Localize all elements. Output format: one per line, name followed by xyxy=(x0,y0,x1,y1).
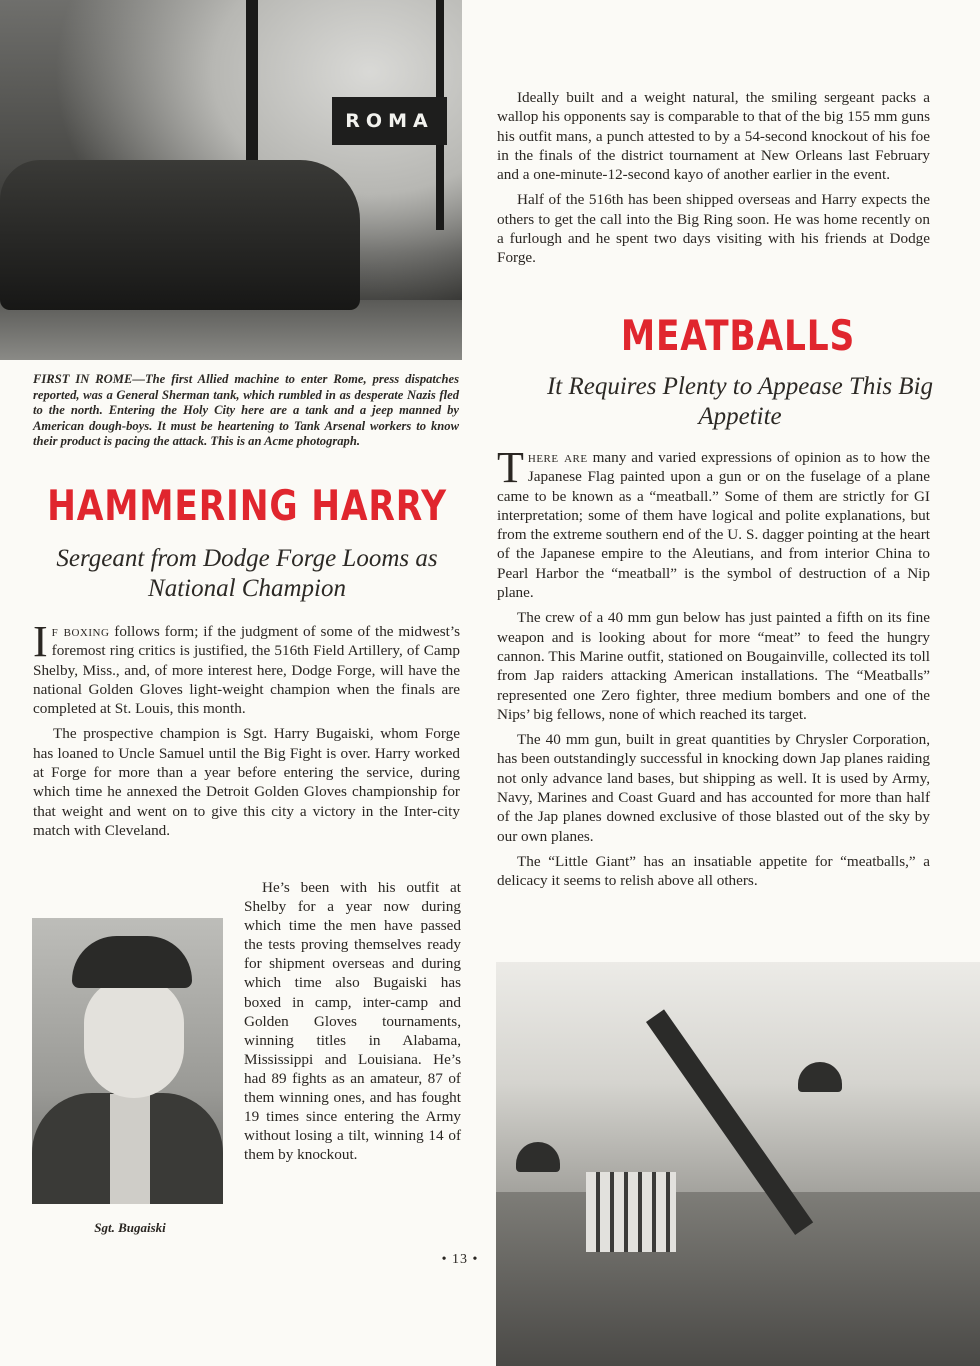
gun-photo-helmet xyxy=(516,1142,560,1172)
hammering-harry-paragraph-1 xyxy=(33,617,460,718)
hammering-harry-paragraph-3: He’s been with his outfit at Shelby for a year now during which time the men have passed the tests proving themselves ready for shipment overseas and during which time also Bugaiski has boxed in camp, inter-camp and Golden Gloves tournaments, winning titles in Alabama, Mississippi and Louisiana. He’s had 89 fights as an amateur, 87 of them winning ones, and has fought 19 times since entering the Army without losing a tilt, winning 14 of them by knockout. xyxy=(244,879,461,1164)
dropcap: T xyxy=(497,443,524,492)
meatballs-paragraph-2: The crew of a 40 mm gun below has just painted a fifth on its fine weapon and is looking about for more “meat” to feed the hungry cannon. This Marine outfit, stationed on Bougainville, collected its toll from Jap raiders attacking American installations. The “Meatballs” represented one Zero fighter, three medium bombers and one of the Nips’ big fellows, none of which reached its target. xyxy=(497,609,930,723)
meatballs-paragraph-4: The “Little Giant” has an insatiable appetite for “meatballs,” a delicacy it seems to relish above all others. xyxy=(497,852,930,890)
lead-in-smallcaps: here are xyxy=(527,449,588,466)
hammering-harry-paragraph-5: Half of the 516th has been shipped overseas and Harry expects the others to get the call into the Big Ring soon. He was home recently on a furlough and he spent two days visiting with his friends at Dodge Forge. xyxy=(497,191,930,267)
paragraph-text: follows form; if the judgment of some of the midwest’s foremost ring critics is justified, the 516th Field Artillery, of Camp Shelby, Miss., and, of more interest here, Dodge Forge, will have the national Golden Gloves light-weight champion when the finals are completed at St. Louis, this month. xyxy=(33,623,460,718)
paragraph-text: many and varied expressions of opinion as to how the Japanese Flag painted upon a gun or on the fuselage of a plane came to be known as a “meatball.” Some of them are strictly for GI interpretation; some of them have logical and polite explanations, but from the extreme southern end of the U. S. dagger pointing at the heart of the Japanese empire to the Aleutians, and from interior China to Pearl Harbor the “meatball” is the symbol of destruction of a Nip plane. xyxy=(497,449,930,602)
lead-in-smallcaps: f boxing xyxy=(51,623,110,640)
hammering-harry-subhead: Sergeant from Dodge Forge Looms as National Champion xyxy=(56,545,438,602)
sgt-photo-face xyxy=(84,978,184,1098)
gun-photo-helmet xyxy=(798,1062,842,1092)
meatballs-paragraph-3: The 40 mm gun, built in great quantities by Chrysler Corporation, has been outstandingly successful in knocking down Jap planes raiding not only advance land bases, but shipping as well. It is used by Army, Navy, Marines and Coast Guard and has accounted for more than half of the Jap planes downed exclusive of those blasted out of the sky by our own planes. xyxy=(497,731,930,845)
hammering-harry-paragraph-2: The prospective champion is Sgt. Harry Bugaiski, whom Forge has loaned to Uncle Samuel until the Big Fight is over. Harry worked at Forge for more than a year before entering the service, during which time he annexed the Detroit Golden Gloves championship for that weight and went on to give this city a victory in the Inter-city match with Cleveland. xyxy=(33,725,460,839)
sgt-photo-caption: Sgt. Bugaiski xyxy=(94,1220,166,1235)
roma-sign: ROMA xyxy=(332,97,447,145)
anti-aircraft-gun-photo xyxy=(496,962,980,1366)
meatballs-subhead: It Requires Plenty to Appease This Big Appetite xyxy=(546,373,934,430)
sgt-photo-cap xyxy=(72,936,192,988)
page-number: • 13 • xyxy=(441,1252,479,1267)
dropcap: I xyxy=(33,617,48,666)
sgt-bugaiski-photo xyxy=(32,918,223,1204)
sgt-photo-shirt xyxy=(110,1094,150,1204)
rome-photo-tank xyxy=(0,160,360,310)
hammering-harry-headline: HAMMERING HARRY xyxy=(47,481,447,530)
hammering-harry-right-column xyxy=(497,88,930,274)
gun-photo-ammunition xyxy=(586,1172,676,1252)
meatballs-body xyxy=(497,443,930,897)
hammering-harry-paragraph-4: Ideally built and a weight natural, the smiling sergeant packs a wallop his opponents say is comparable to that of the big 155 mm guns his outfit mans, a punch attested to by a 54-second knockout of his foe in the finals of the district tournament at New Orleans last February and a one-minute-12-second kayo of another earlier in the event. xyxy=(497,89,930,184)
rome-photo xyxy=(0,0,462,360)
gun-photo-crew xyxy=(496,1192,980,1366)
meatballs-paragraph-1 xyxy=(497,443,930,602)
meatballs-headline: MEATBALLS xyxy=(620,311,856,360)
hammering-harry-body xyxy=(33,617,460,846)
rome-photo-caption: FIRST IN ROME—The first Allied machine to enter Rome, press dispatches reported, was a General Sherman tank, which rumbled in as desperate Nazis fled to the north. Entering the Holy City here are a tank and a jeep manned by American dough-boys. It must be heartening to Tank Arsenal workers to know their product is pacing the attack. This is an Acme photograph. xyxy=(33,372,459,449)
hammering-harry-body-continued xyxy=(244,878,461,1170)
